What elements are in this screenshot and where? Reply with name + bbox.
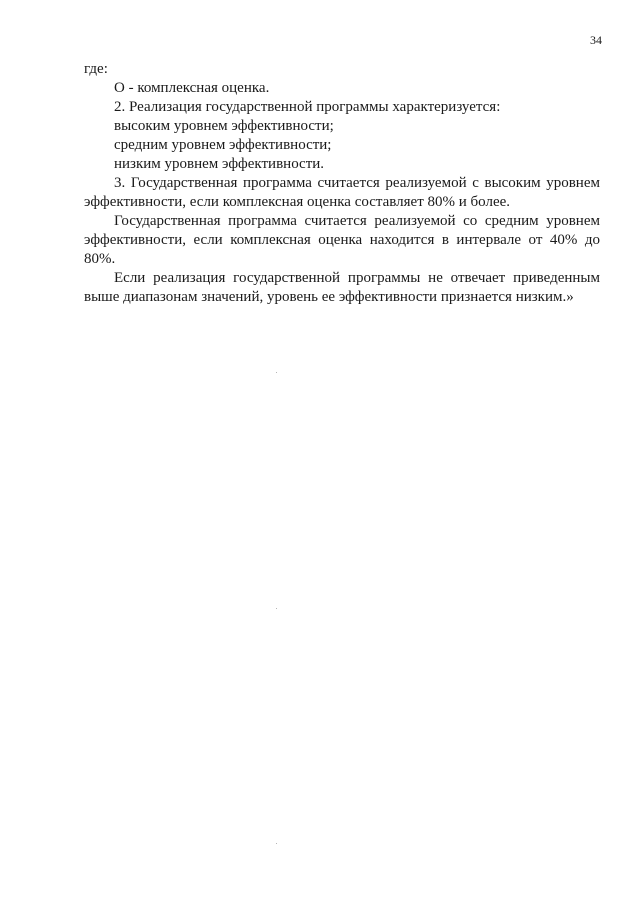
level-medium-text: средним уровнем эффективности; (114, 137, 332, 153)
definition-text: О - комплексная оценка. (114, 80, 270, 96)
scan-speck (276, 843, 277, 844)
low-efficiency-paragraph: Если реализация государственной программы не отвечает приведенным выше диапазонам значений, уровень ее эффективности признается низким.» (84, 270, 600, 305)
medium-efficiency-paragraph: Государственная программа считается реализуемой со средним уровнем эффективности, если комплексная оценка находится в интервале от 40% до 80%. (84, 213, 600, 267)
item-3-paragraph: 3. Государственная программа считается реализуемой с высоким уровнем эффективности, если комплексная оценка составляет 80% и более. (84, 175, 600, 210)
document-body (84, 60, 600, 307)
item-2-text: 2. Реализация государственной программы характеризуется: (114, 99, 501, 115)
page-number: 34 (590, 33, 602, 47)
scan-speck (276, 372, 277, 373)
scan-speck (276, 608, 277, 609)
intro-text: где: (84, 61, 108, 77)
level-high-text: высоким уровнем эффективности; (114, 118, 334, 134)
level-low-text: низким уровнем эффективности. (114, 156, 325, 172)
